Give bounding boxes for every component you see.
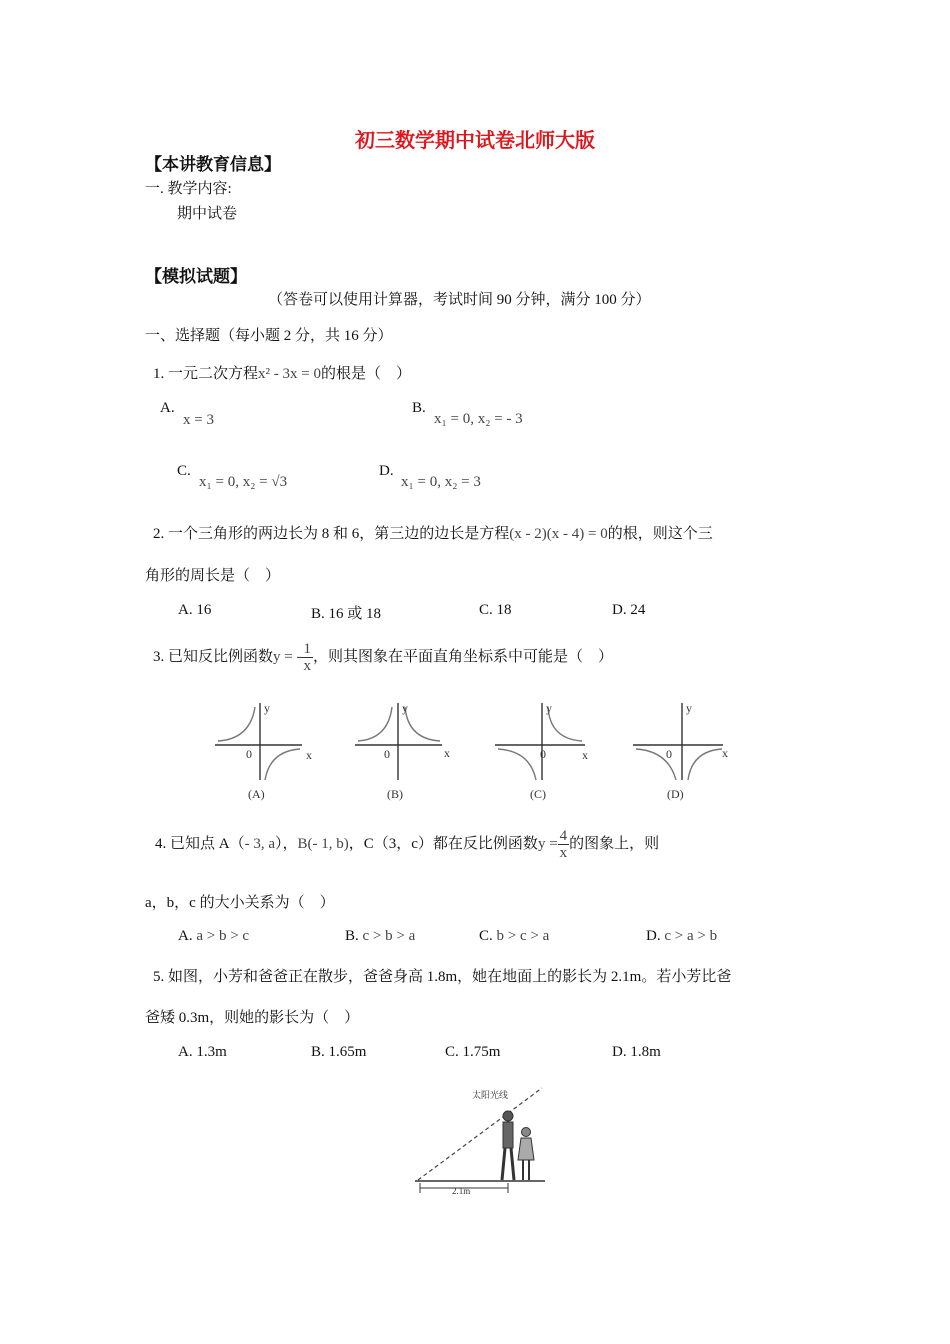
- q4-mid1: ），: [275, 835, 298, 852]
- exam-note: （答卷可以使用计算器，考试时间 90 分钟，满分 100 分）: [268, 292, 651, 308]
- q4-option-d: D. c > a > b: [646, 928, 718, 944]
- q4-option-c: C. b > c > a: [479, 928, 550, 944]
- q2-equation: (x - 2)(x - 4) = 0: [509, 526, 608, 542]
- question-5-line1: 5. 如图，小芳和爸爸正在散步，爸爸身高 1.8m，她在地面上的影长为 2.1m。若小芳比爸: [153, 969, 732, 985]
- svg-text:(B): (B): [387, 787, 403, 801]
- svg-text:x: x: [306, 748, 312, 762]
- svg-text:0: 0: [384, 747, 390, 761]
- svg-text:0: 0: [666, 747, 672, 761]
- question-5-line2: 爸矮 0.3m，则她的影长为（ ）: [145, 1010, 360, 1026]
- q4-option-a: A. a > b > c: [178, 928, 250, 944]
- graph-b: [355, 703, 442, 780]
- q4-func-lhs: y =: [537, 835, 558, 852]
- q2-option-b: B. 16 或 18: [311, 606, 382, 622]
- q2-suffix: 的根，则这个三: [607, 526, 713, 542]
- q5-option-b: B. 1.65m: [311, 1044, 367, 1060]
- q4-fraction: $\frac{4}{x}$: [559, 828, 568, 861]
- graph-c: [495, 703, 585, 780]
- svg-text:(D): (D): [667, 787, 684, 801]
- svg-text:y: y: [264, 701, 270, 715]
- teaching-content: 期中试卷: [177, 206, 238, 222]
- question-2-line1: [153, 522, 713, 543]
- question-4-line2: a，b，c 的大小关系为（ ）: [145, 895, 335, 911]
- svg-text:0: 0: [246, 747, 252, 761]
- q2-option-a: A. 16: [178, 602, 212, 618]
- q3-graphs: [210, 695, 740, 805]
- q5-option-c: C. 1.75m: [445, 1044, 501, 1060]
- q2-option-d: D. 24: [612, 602, 646, 618]
- q5-figure: [410, 1080, 550, 1205]
- graph-d: [633, 703, 723, 780]
- sunlight-label: 太阳光线: [472, 1090, 509, 1100]
- q4-point-b: B(- 1, b): [297, 835, 349, 852]
- graph-a: [215, 703, 302, 780]
- q1-option-d: x₁ = 0, x₂ = 3: [401, 474, 481, 490]
- q1-prefix: 1. 一元二次方程: [153, 366, 259, 382]
- svg-text:x: x: [582, 748, 588, 762]
- q4-point-a: - 3, a: [244, 835, 275, 852]
- q3-suffix: ，则其图象在平面直角坐标系中可能是（ ）: [312, 648, 613, 665]
- q4-prefix: 4. 已知点 A（: [155, 835, 245, 852]
- svg-text:y: y: [402, 701, 408, 715]
- q1-option-c: x₁ = 0, x₂ = √3: [199, 474, 288, 490]
- question-4-line1: [155, 828, 659, 861]
- svg-text:(A): (A): [248, 787, 265, 801]
- page-title: 初三数学期中试卷北师大版: [355, 130, 595, 152]
- q3-func-lhs: y = -: [273, 648, 302, 665]
- svg-text:(C): (C): [530, 787, 546, 801]
- section1-heading: 一、选择题（每小题 2 分，共 16 分）: [145, 328, 393, 344]
- q1-option-c-label: C.: [177, 463, 191, 479]
- q1-option-a-label: A.: [160, 400, 175, 416]
- question-3: [153, 641, 613, 674]
- teaching-content-label: 一. 教学内容:: [145, 181, 232, 197]
- q1-option-d-label: D.: [379, 463, 394, 479]
- question-1: [153, 362, 411, 383]
- q1-option-b-label: B.: [412, 400, 426, 416]
- question-2-line2: 角形的周长是（ ）: [145, 568, 281, 584]
- q1-option-b: x₁ = 0, x₂ = - 3: [434, 411, 523, 427]
- svg-text:y: y: [546, 701, 552, 715]
- q3-prefix: 3. 已知反比例函数: [153, 648, 274, 665]
- q4-mid2: ，C（3，c）都在反比例函数: [348, 835, 538, 852]
- q1-equation: x² - 3x = 0: [258, 366, 321, 382]
- svg-text:x: x: [444, 746, 450, 760]
- q3-fraction: $\frac{1}{x}$: [303, 641, 311, 674]
- svg-text:y: y: [686, 701, 692, 715]
- svg-text:0: 0: [540, 747, 546, 761]
- q2-prefix: 2. 一个三角形的两边长为 8 和 6，第三边的边长是方程: [153, 526, 510, 542]
- q2-option-c: C. 18: [479, 602, 512, 618]
- q5-option-a: A. 1.3m: [178, 1044, 227, 1060]
- svg-text:x: x: [722, 746, 728, 760]
- info-heading: 【本讲教育信息】: [145, 155, 281, 174]
- q4-option-b: B. c > b > a: [345, 928, 416, 944]
- length-label: 2.1m: [452, 1186, 471, 1196]
- q5-option-d: D. 1.8m: [612, 1044, 661, 1060]
- father-figure: [502, 1111, 514, 1180]
- q4-suffix: 的图象上，则: [569, 835, 660, 852]
- girl-figure: [518, 1128, 534, 1181]
- q1-suffix: 的根是（ ）: [320, 366, 411, 382]
- q1-option-a: x = 3: [183, 412, 214, 428]
- mock-heading: 【模拟试题】: [145, 267, 247, 286]
